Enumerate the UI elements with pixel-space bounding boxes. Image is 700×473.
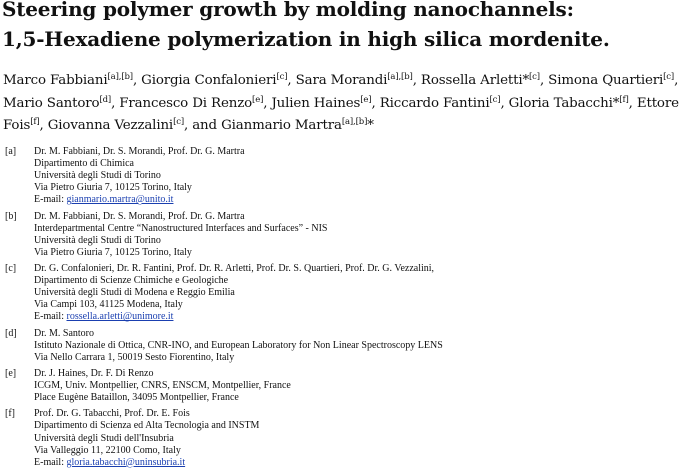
author-separator: ,: [412, 73, 421, 88]
author-name: Simona Quartieri: [548, 73, 664, 88]
author-separator: ,: [39, 118, 48, 133]
affiliation-block: [3, 146, 697, 206]
affiliations: [3, 146, 697, 473]
author-affiliation-marker: [c]: [173, 117, 185, 127]
affiliation-label: [c]: [5, 263, 17, 275]
author-name: Riccardo Fantini: [379, 95, 490, 111]
affiliation-address: [34, 263, 697, 323]
affiliation-line: Dipartimento di Scienza ed Alta Tecnologia and INSTM: [34, 420, 260, 432]
affiliation-label: [a]: [5, 146, 17, 157]
author-separator: , and: [184, 118, 222, 133]
author-affiliation-marker: [a],[b]: [387, 72, 413, 82]
affiliation-address: [34, 368, 697, 404]
author-name: Mario Santoro: [3, 95, 100, 111]
email-line: [34, 457, 697, 469]
affiliation-line: Via Pietro Giuria 7, 10125 Torino, Italy: [34, 246, 192, 258]
affiliation-address: [34, 408, 697, 468]
author-separator: *: [367, 118, 374, 133]
affiliation-label: [d]: [5, 327, 17, 339]
author-affiliation-marker: [e]: [252, 94, 264, 105]
author-name: Julien Haines: [271, 95, 361, 111]
author-separator: ,: [500, 95, 509, 111]
affiliation-line: Dr. M. Santoro: [34, 327, 94, 339]
affiliation-label: [e]: [5, 367, 17, 379]
author-name: Gianmario Martra: [221, 118, 342, 133]
affiliation-line: Università degli Studi di Torino: [34, 170, 161, 182]
affiliation-line: Dr. M. Fabbiani, Dr. S. Morandi, Prof. Dr. G. Martra: [34, 210, 245, 222]
affiliation-line: Prof. Dr. G. Tabacchi, Prof. Dr. E. Fois: [34, 408, 190, 420]
affiliation-block: [3, 328, 697, 364]
author-affiliation-marker: [c]: [529, 72, 540, 82]
author-separator: ,: [263, 95, 272, 111]
author-affiliation-marker: [d]: [99, 94, 112, 105]
affiliation-line: Università degli Studi dell'Insubria: [34, 432, 174, 444]
author-separator: ,: [287, 73, 296, 88]
author-separator: ,: [539, 73, 549, 88]
affiliation-label: [b]: [5, 210, 17, 222]
author-name: Marco Fabbiani: [3, 73, 108, 88]
affiliation-line: Place Eugène Bataillon, 34095 Montpellier, France: [34, 392, 239, 404]
author-affiliation-marker: [f]: [619, 94, 629, 105]
author-affiliation-marker: [c]: [663, 72, 675, 82]
author-affiliation-marker: [a],[b]: [107, 72, 133, 82]
affiliation-line: Interdepartmental Centre “Nanostructured Interfaces and Surfaces” - NIS: [34, 222, 328, 234]
author-affiliation-marker: [f]: [30, 117, 40, 127]
author-separator: ,: [371, 95, 380, 111]
affiliation-address: [34, 328, 697, 364]
affiliation-line: Istituto Nazionale di Ottica, CNR-INO, and European Laboratory for Non Linear Spectroscopy LENS: [34, 339, 443, 351]
author-list: [3, 70, 697, 138]
affiliation-block: [3, 408, 697, 468]
email-link[interactable]: rossella.arletti@unimore.it: [66, 311, 174, 323]
affiliation-line: Dipartimento di Chimica: [34, 158, 134, 170]
email-prefix: E-mail:: [34, 194, 67, 206]
author-name: Francesco Di Renzo: [119, 95, 253, 111]
affiliation-line: Dr. G. Confalonieri, Dr. R. Fantini, Prof. Dr. R. Arletti, Prof. Dr. S. Quartieri, Prof. Dr. G. Vezzalini,: [34, 263, 435, 275]
email-link[interactable]: gianmario.martra@unito.it: [66, 194, 174, 206]
affiliation-label: [f]: [5, 408, 15, 420]
affiliation-address: [34, 211, 697, 259]
email-line: [34, 194, 697, 206]
affiliation-line: Via Nello Carrara 1, 50019 Sesto Fiorentino, Italy: [34, 351, 235, 363]
email-prefix: E-mail:: [34, 456, 67, 468]
author-affiliation-marker: [c]: [276, 72, 288, 82]
author-separator: ,: [628, 95, 637, 111]
author-affiliation-marker: [a],[b]: [341, 117, 368, 127]
affiliation-line: Dipartimento di Scienze Chimiche e Geologiche: [34, 275, 229, 287]
affiliation-line: Dr. M. Fabbiani, Dr. S. Morandi, Prof. Dr. G. Martra: [34, 146, 245, 157]
author-affiliation-marker: [e]: [360, 94, 372, 105]
affiliation-line: Università degli Studi di Torino: [34, 234, 161, 246]
author-name: Gloria Tabacchi*: [508, 95, 620, 111]
author-name: Ettore Fois: [3, 95, 679, 133]
author-name: Giovanna Vezzalini: [47, 118, 174, 133]
affiliation-block: [3, 263, 697, 323]
email-link[interactable]: gloria.tabacchi@uninsubria.it: [66, 456, 186, 468]
author-affiliation-marker: [c]: [489, 94, 501, 105]
author-separator: ,: [674, 73, 679, 88]
email-prefix: E-mail:: [34, 311, 67, 323]
affiliation-block: [3, 368, 697, 404]
email-line: [34, 311, 697, 323]
author-name: Sara Morandi: [295, 73, 388, 88]
author-name: Rossella Arletti*: [420, 73, 529, 88]
affiliation-address: [34, 146, 697, 206]
author-name: Giorgia Confalonieri: [141, 73, 277, 88]
affiliation-line: Via Valleggio 11, 22100 Como, Italy: [34, 444, 181, 456]
affiliation-line: Via Campi 103, 41125 Modena, Italy: [34, 299, 183, 311]
author-separator: ,: [132, 73, 142, 88]
affiliation-line: Università degli Studi di Modena e Reggio Emilia: [34, 287, 235, 299]
affiliation-line: Via Pietro Giuria 7, 10125 Torino, Italy: [34, 182, 192, 194]
title-line-2: 1,5-Hexadiene polymerization in high silica mordenite.: [2, 27, 610, 51]
author-separator: ,: [111, 95, 120, 111]
affiliation-line: Dr. J. Haines, Dr. F. Di Renzo: [34, 367, 154, 379]
affiliation-block: [3, 211, 697, 259]
title-line-1: Steering polymer growth by molding nanochannels:: [2, 0, 574, 21]
affiliation-line: ICGM, Univ. Montpellier, CNRS, ENSCM, Montpellier, France: [34, 380, 291, 392]
paper-title: [2, 0, 698, 54]
